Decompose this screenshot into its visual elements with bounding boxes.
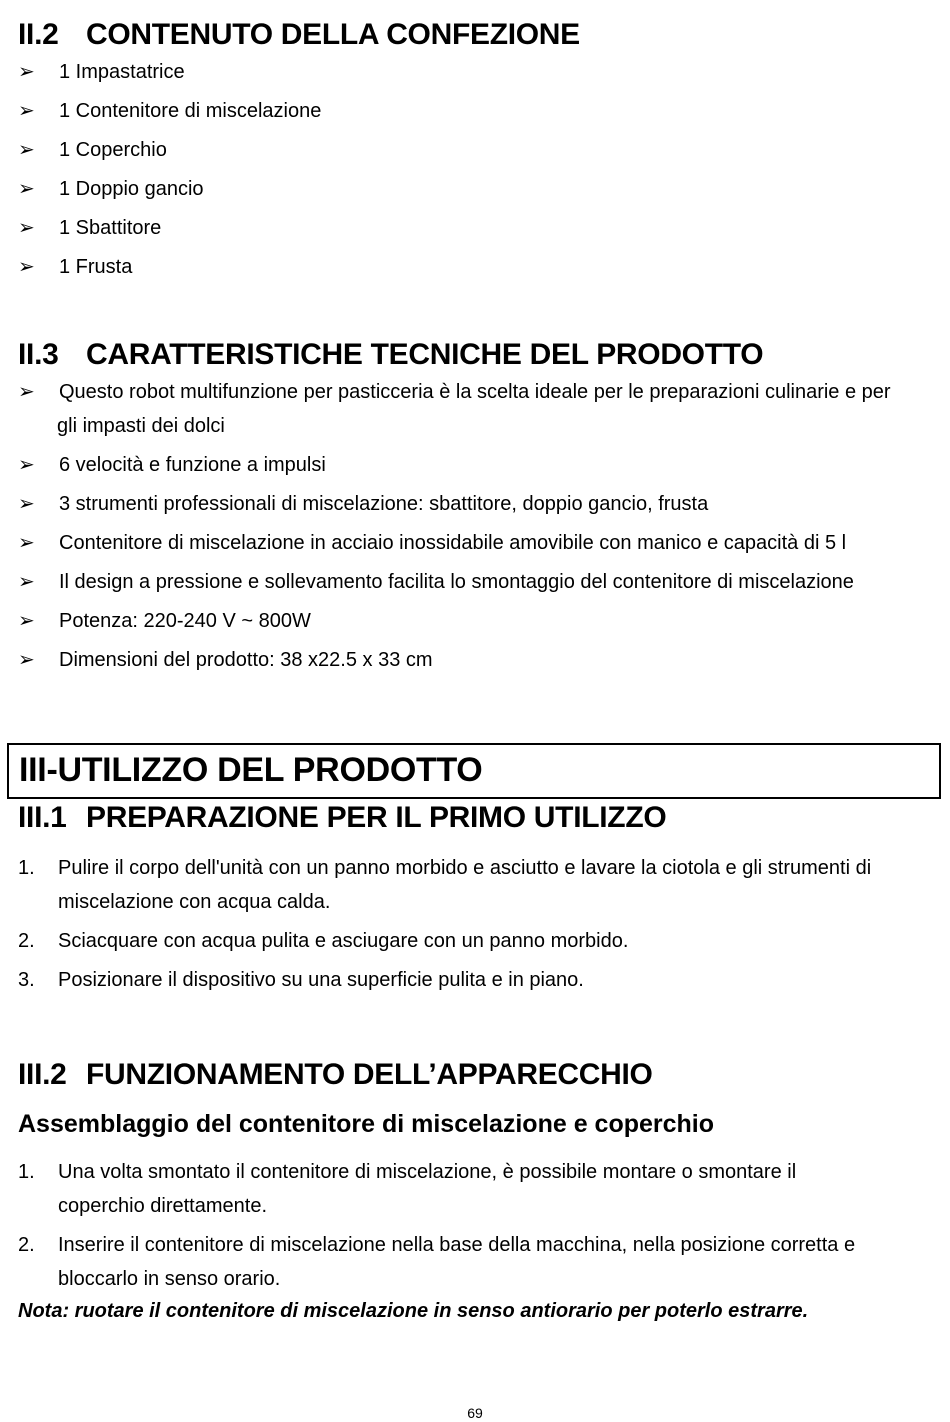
- subsection-heading: Assemblaggio del contenitore di miscelazione e coperchio: [18, 1110, 715, 1138]
- arrow-bullet-icon: ➢: [18, 381, 35, 403]
- chapter-heading-box: [7, 743, 941, 799]
- arrow-bullet-icon: ➢: [18, 139, 35, 161]
- arrow-bullet-icon: ➢: [18, 610, 35, 632]
- section-heading-operation: III.2 FUNZIONAMENTO DELL’APPARECCHIO: [18, 1058, 653, 1091]
- chapter-heading: III-UTILIZZO DEL PRODOTTO: [19, 751, 483, 789]
- page-number: 69: [467, 1405, 483, 1421]
- arrow-bullet-icon: ➢: [18, 61, 35, 83]
- arrow-bullet-icon: ➢: [18, 178, 35, 200]
- arrow-bullet-icon: ➢: [18, 256, 35, 278]
- arrow-bullet-icon: ➢: [18, 649, 35, 671]
- arrow-bullet-icon: ➢: [18, 100, 35, 122]
- note-text: Nota: ruotare il contenitore di miscelazione in senso antiorario per poterlo estrarre.: [18, 1300, 809, 1322]
- section-heading-first-use: III.1 PREPARAZIONE PER IL PRIMO UTILIZZO: [18, 801, 667, 834]
- arrow-bullet-icon: ➢: [18, 571, 35, 593]
- section-heading-contents: II.2 CONTENUTO DELLA CONFEZIONE: [18, 18, 580, 51]
- arrow-bullet-icon: ➢: [18, 454, 35, 476]
- arrow-bullet-icon: ➢: [18, 217, 35, 239]
- arrow-bullet-icon: ➢: [18, 532, 35, 554]
- arrow-bullet-icon: ➢: [18, 493, 35, 515]
- section-heading-specs: II.3 CARATTERISTICHE TECNICHE DEL PRODOTTO: [18, 338, 764, 371]
